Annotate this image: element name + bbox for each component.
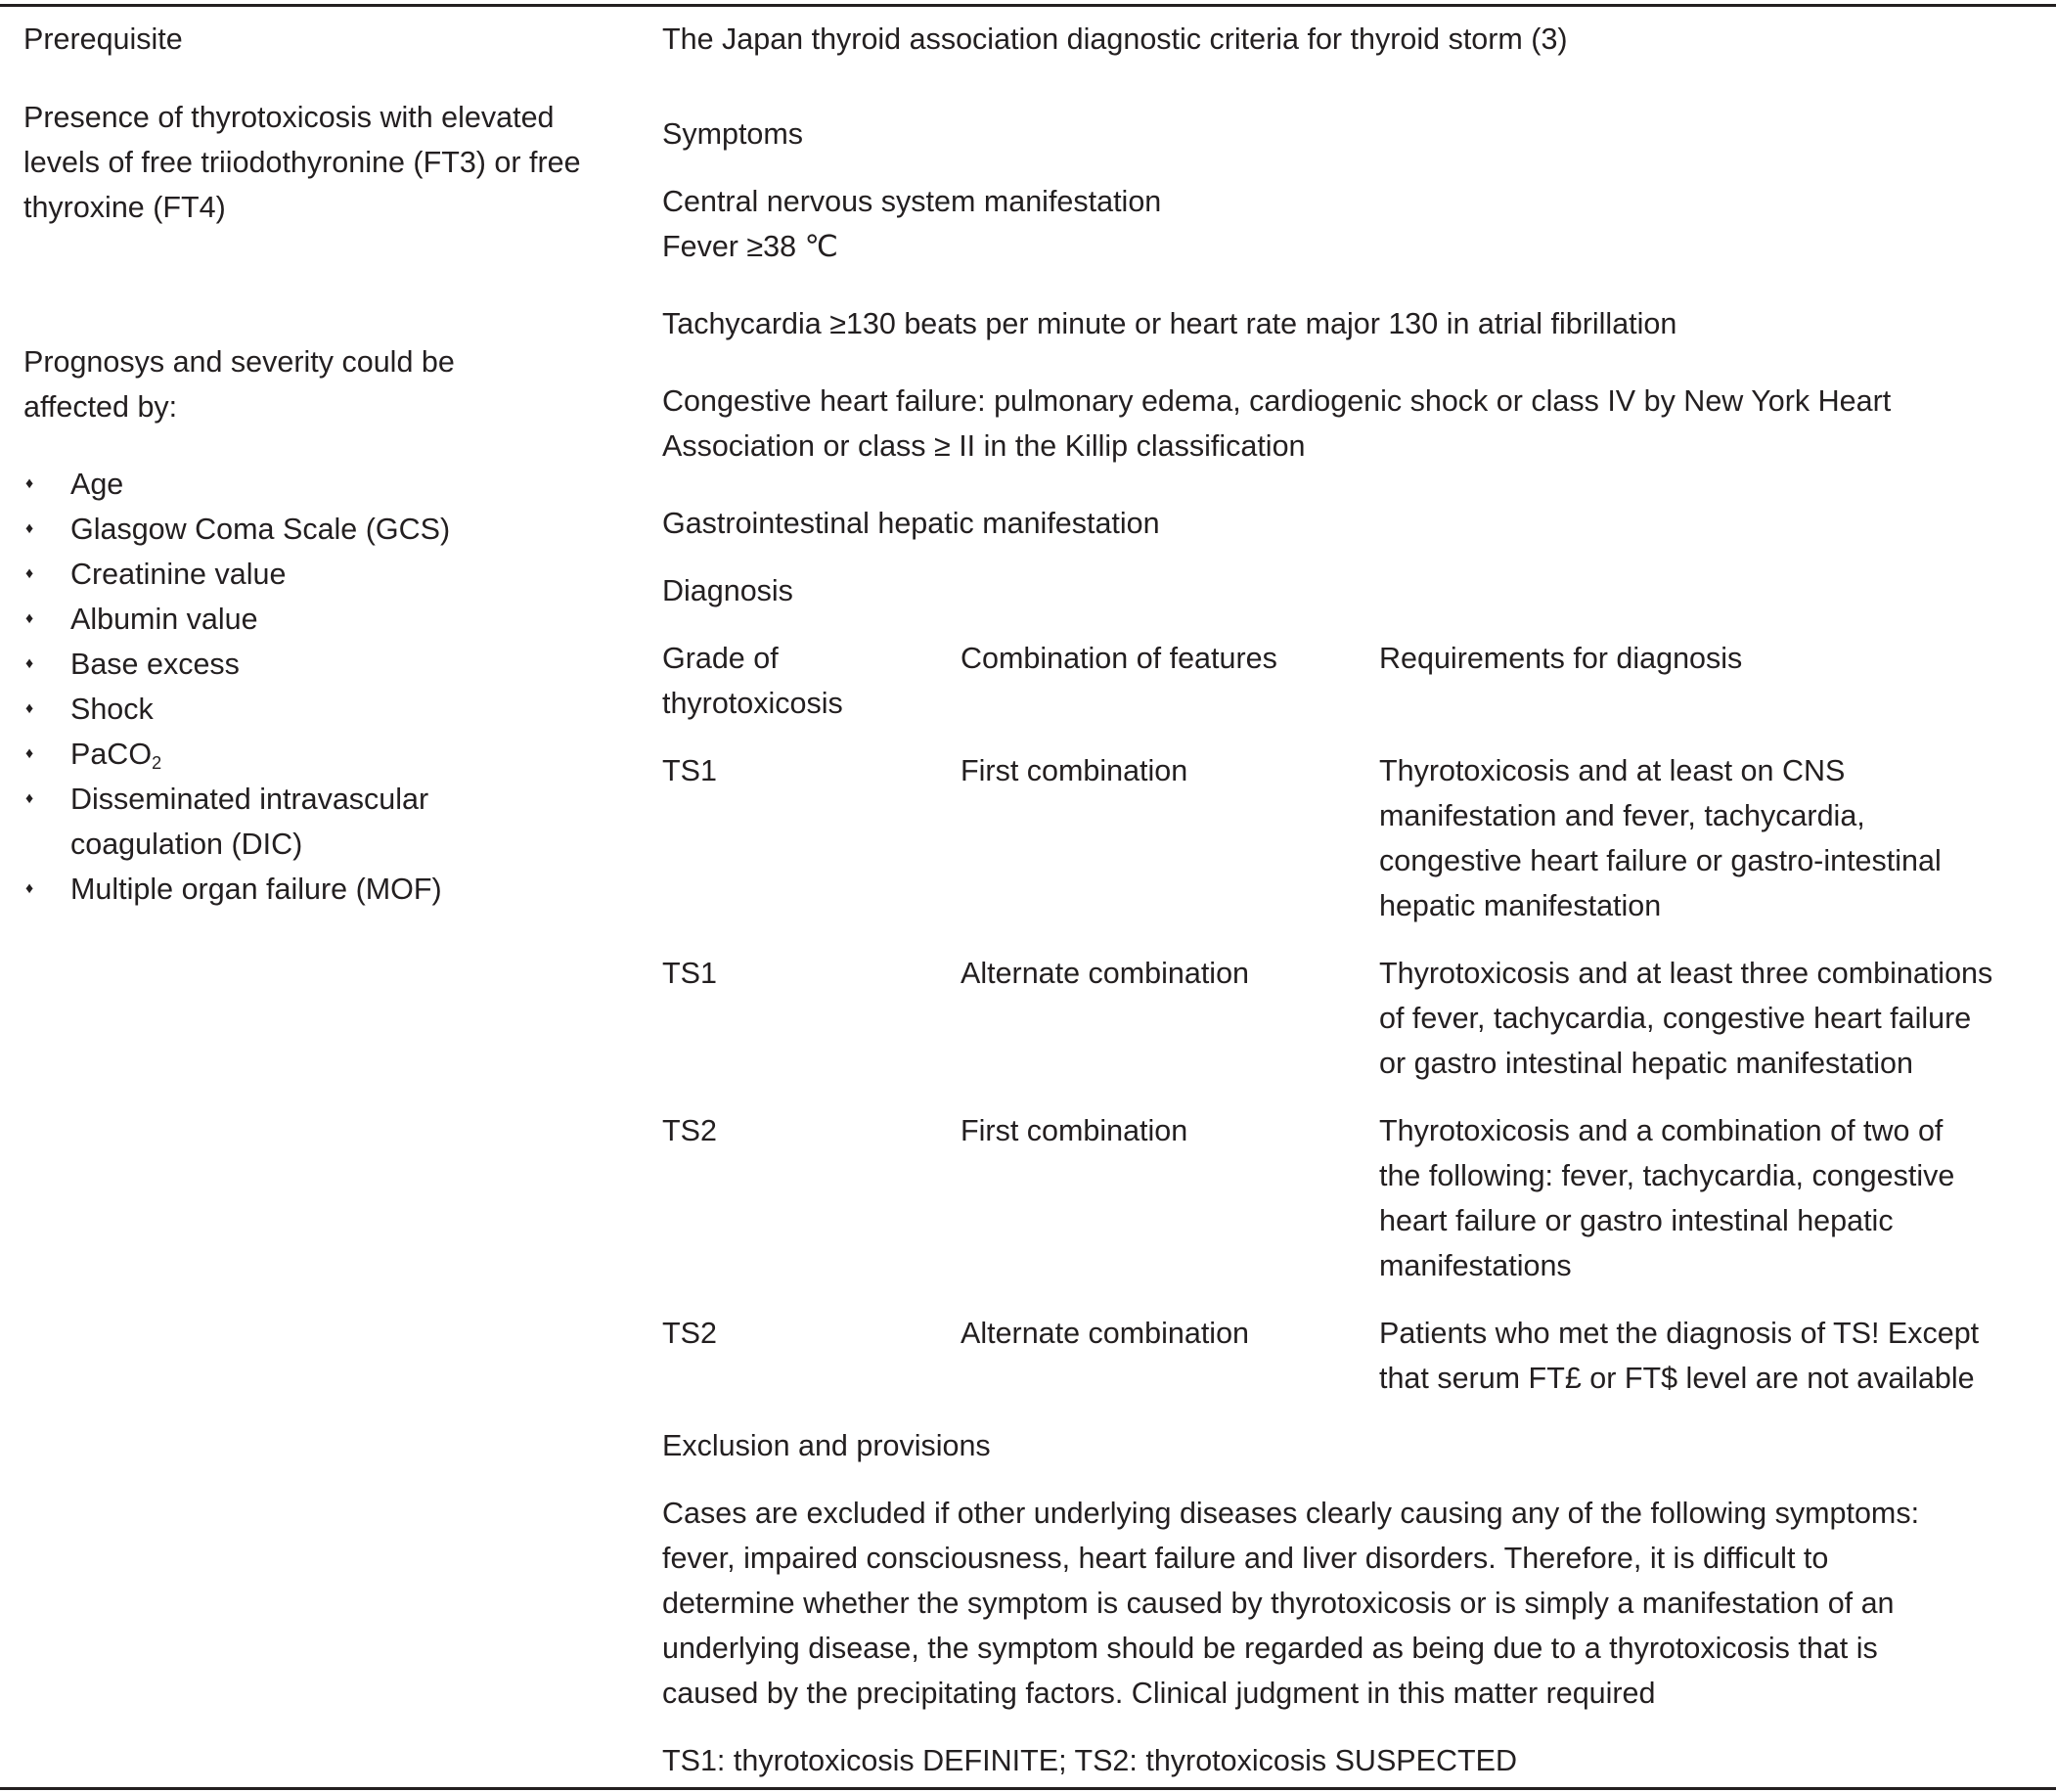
chf-symptom-line-2: Association or class ≥ II in the Killip classification (662, 429, 1306, 463)
list-item: ♦ Albumin value (23, 597, 450, 642)
table-cell-requirements: heart failure or gastro intestinal hepatic (1379, 1204, 1894, 1237)
table-cell-requirements: Patients who met the diagnosis of TS! Except (1379, 1317, 1980, 1350)
table-cell-combination: First combination (961, 754, 1188, 787)
list-item: ♦ Multiple organ failure (MOF) (23, 867, 450, 912)
bullet-icon: ♦ (25, 520, 34, 537)
fever-symptom: Fever ≥38 ℃ (662, 230, 838, 263)
prerequisite-line-2: levels of free triiodothyronine (FT3) or free (23, 146, 581, 179)
table-cell-grade: TS1 (662, 754, 717, 787)
prerequisite-heading: Prerequisite (23, 22, 183, 56)
prognosis-line-2: affected by: (23, 390, 178, 424)
cns-symptom: Central nervous system manifestation (662, 185, 1162, 218)
list-item: ♦ Disseminated intravascular coagulation (DIC) (23, 777, 450, 867)
list-item: ♦ Age (23, 462, 450, 507)
exclusion-line-3: determine whether the symptom is caused by thyrotoxicosis or is simply a manifestation of an (662, 1587, 1895, 1620)
prerequisite-line-1: Presence of thyrotoxicosis with elevated (23, 101, 555, 134)
table-header-requirements: Requirements for diagnosis (1379, 642, 1743, 675)
prognosis-line-1: Prognosys and severity could be (23, 345, 455, 379)
table-header-grade-line-2: thyrotoxicosis (662, 687, 843, 720)
table-top-rule (0, 4, 2056, 7)
exclusion-line-4: underlying disease, the symptom should be regarded as being due to a thyrotoxicosis that is (662, 1632, 1878, 1665)
chf-symptom-line-1: Congestive heart failure: pulmonary edema, cardiogenic shock or class IV by New York Heart (662, 384, 1892, 418)
table-cell-requirements: congestive heart failure or gastro-intestinal (1379, 844, 1942, 877)
list-item: ♦ Creatinine value (23, 552, 450, 597)
table-cell-grade: TS2 (662, 1317, 717, 1350)
tachycardia-symptom: Tachycardia ≥130 beats per minute or heart rate major 130 in atrial fibrillation (662, 307, 1677, 340)
exclusion-line-1: Cases are excluded if other underlying diseases clearly causing any of the following symptoms: (662, 1497, 1920, 1530)
table-header-grade: Grade of (662, 642, 779, 675)
bullet-icon: ♦ (25, 475, 34, 492)
subscript: 2 (152, 753, 162, 773)
bullet-icon: ♦ (25, 700, 34, 717)
bullet-icon: ♦ (25, 880, 34, 897)
prognostic-factor-list (23, 462, 450, 912)
list-item: ♦ Base excess (23, 642, 450, 687)
table-bottom-rule (0, 1787, 2056, 1790)
bullet-icon: ♦ (25, 745, 34, 762)
diagnosis-heading: Diagnosis (662, 574, 793, 607)
table-cell-combination: Alternate combination (961, 1317, 1250, 1350)
symptoms-heading: Symptoms (662, 117, 804, 151)
table-cell-requirements: that serum FT£ or FT$ level are not available (1379, 1362, 1975, 1395)
table-cell-requirements: the following: fever, tachycardia, congestive (1379, 1159, 1955, 1192)
gi-symptom: Gastrointestinal hepatic manifestation (662, 507, 1160, 540)
bullet-icon: ♦ (25, 655, 34, 672)
table-cell-requirements: Thyrotoxicosis and at least three combinations (1379, 957, 1993, 990)
list-item: ♦ Shock (23, 687, 450, 732)
bullet-icon: ♦ (25, 565, 34, 582)
table-cell-grade: TS2 (662, 1114, 717, 1147)
criteria-heading: The Japan thyroid association diagnostic criteria for thyroid storm (3) (662, 22, 1568, 56)
bullet-icon: ♦ (25, 790, 34, 807)
exclusion-line-2: fever, impaired consciousness, heart failure and liver disorders. Therefore, it is difficult to (662, 1542, 1829, 1575)
list-item: ♦ PaCO$_2$ (23, 732, 450, 777)
bullet-icon: ♦ (25, 610, 34, 627)
table-header-combination: Combination of features (961, 642, 1277, 675)
exclusion-heading: Exclusion and provisions (662, 1429, 991, 1462)
prerequisite-line-3: thyroxine (FT4) (23, 191, 226, 224)
table-cell-requirements: Thyrotoxicosis and a combination of two of (1379, 1114, 1944, 1147)
table-cell-requirements: hepatic manifestation (1379, 889, 1662, 922)
table-cell-requirements: or gastro intestinal hepatic manifestation (1379, 1047, 1913, 1080)
table-cell-requirements: manifestations (1379, 1249, 1572, 1282)
table-cell-requirements: of fever, tachycardia, congestive heart failure (1379, 1002, 1972, 1035)
table-cell-combination: First combination (961, 1114, 1188, 1147)
exclusion-line-5: caused by the precipitating factors. Clinical judgment in this matter required (662, 1677, 1656, 1710)
grade-footnote: TS1: thyrotoxicosis DEFINITE; TS2: thyrotoxicosis SUSPECTED (662, 1744, 1518, 1777)
table-cell-combination: Alternate combination (961, 957, 1250, 990)
table-cell-grade: TS1 (662, 957, 717, 990)
list-item: ♦ Glasgow Coma Scale (GCS) (23, 507, 450, 552)
table-cell-requirements: Thyrotoxicosis and at least on CNS (1379, 754, 1846, 787)
table-cell-requirements: manifestation and fever, tachycardia, (1379, 799, 1865, 832)
